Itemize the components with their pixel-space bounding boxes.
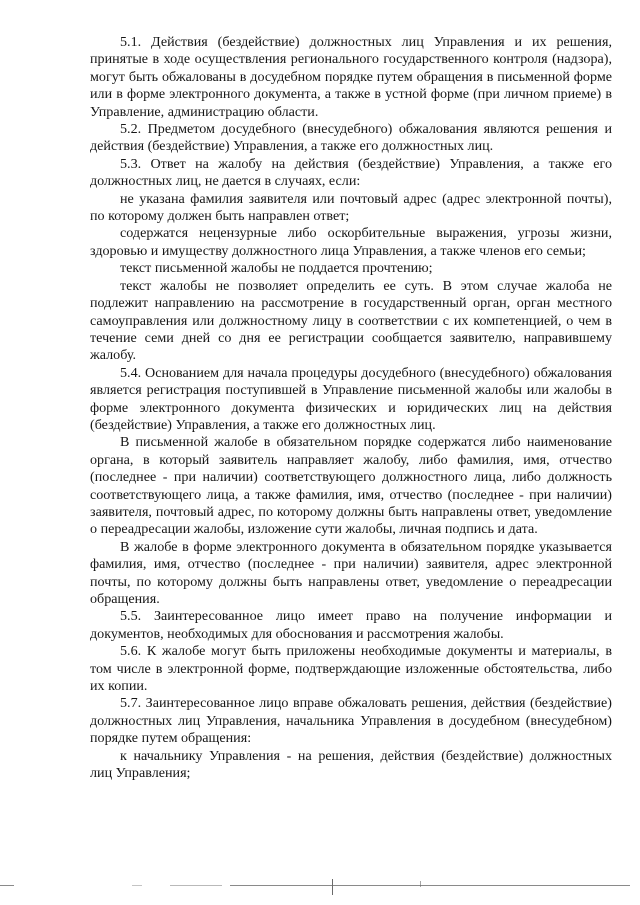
paragraph-5-4-electronic-complaint: В жалобе в форме электронного документа в обязательном порядке указывается фамилия, имя, отчество (последнее - при наличии) заявителя, адрес электронной почты, по которому должны быть направлены ответ, уведомление о переадресации обращения. <box>90 538 612 607</box>
paragraph-5-3-item-1: не указана фамилия заявителя или почтовый адрес (адрес электронной почты), по которому должен быть направлен ответ; <box>90 190 612 225</box>
scan-edge-tick <box>332 879 333 895</box>
scan-edge-line <box>132 885 142 886</box>
scan-edge-line <box>170 885 222 886</box>
document-body <box>90 34 612 782</box>
paragraph-5-4-written-complaint: В письменной жалобе в обязательном порядке содержатся либо наименование органа, в который заявитель направляет жалобу, либо фамилия, имя, отчество (последнее - при наличии) соответствующего должностного лица, либо должность соответствующего лица, а также фамилия, имя, отчество (последнее - при наличии) заявителя, почтовый адрес, по которому должны быть направлены ответ, уведомление о переадресации жалобы, изложение сути жалобы, личная подпись и дата. <box>90 434 612 538</box>
paragraph-5-3: 5.3. Ответ на жалобу на действия (бездействие) Управления, а также его должностных лиц, не дается в случаях, если: <box>90 155 612 190</box>
paragraph-5-4: 5.4. Основанием для начала процедуры досудебного (внесудебного) обжалования является регистрация поступившей в Управление письменной жалобы или жалобы в форме электронного документа физических и юридических лиц на действия (бездействие) Управления, а также его должностных лиц. <box>90 364 612 433</box>
paragraph-5-3-item-2: содержатся нецензурные либо оскорбительные выражения, угрозы жизни, здоровью и имуществу должностного лица Управления, а также членов его семьи; <box>90 225 612 259</box>
paragraph-5-3-item-3: текст письменной жалобы не поддается прочтению; <box>120 260 433 277</box>
paragraph-5-6: 5.6. К жалобе могут быть приложены необходимые документы и материалы, в том числе в электронной форме, подтверждающие изложенные обстоятельства, либо их копии. <box>90 643 612 695</box>
paragraph-5-5: 5.5. Заинтересованное лицо имеет право на получение информации и документов, необходимых для обоснования и рассмотрения жалобы. <box>90 608 612 642</box>
scan-edge-tick <box>420 881 421 887</box>
scan-edge-line <box>0 885 14 886</box>
paragraph-5-7: 5.7. Заинтересованное лицо вправе обжаловать решения, действия (бездействие) должностных лиц Управления, начальника Управления в досудебном (внесудебном) порядке путем обращения: <box>90 695 612 747</box>
scan-edge-line <box>230 885 630 886</box>
paragraph-5-1: 5.1. Действия (бездействие) должностных лиц Управления и их решения, принятые в ходе осуществления регионального государственного контроля (надзора), могут быть обжалованы в досудебном порядке путем обращения в письменной форме или в форме электронного документа, а также в устной форме (при личном приеме) в Управление, администрацию области. <box>90 34 612 120</box>
paragraph-5-3-item-4: текст жалобы не позволяет определить ее суть. В этом случае жалоба не подлежит направлению на рассмотрение в государственный орган, орган местного самоуправления или должностному лицу в соответствии с их компетенцией, о чем в течение семи дней со дня ее регистрации сообщается заявителю, направившему жалобу. <box>90 277 612 364</box>
paragraph-5-2: 5.2. Предметом досудебного (внесудебного) обжалования являются решения и действия (бездействие) Управления, а также его должностных лиц. <box>90 121 612 155</box>
paragraph-5-7-item-1: к начальнику Управления - на решения, действия (бездействие) должностных лиц Управления; <box>90 747 612 782</box>
